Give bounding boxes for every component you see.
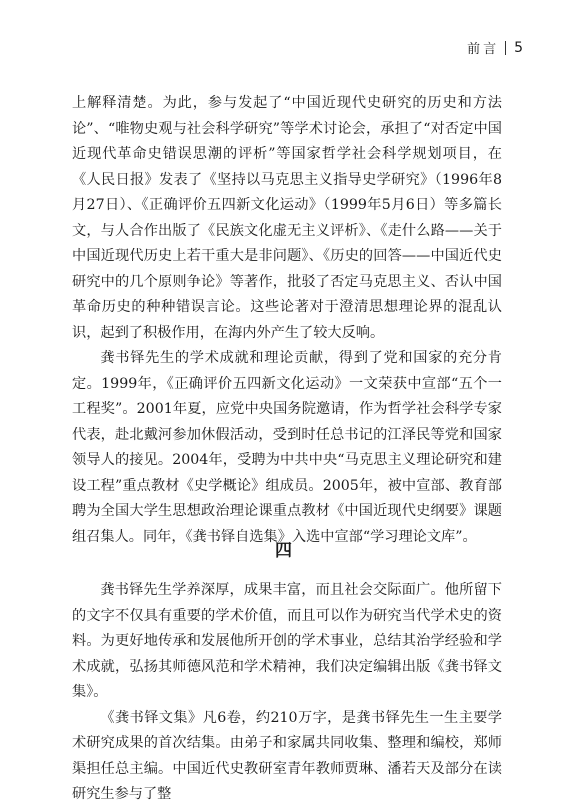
paragraph: 《龚书铎文集》凡6卷，约210万字，是龚书铎先生一生主要学术研究成果的首次结集。由弟子和家属共同收集、整理和编校，郑师渠担任总主编。中国近代史教研室青年教师贾琳、潘若天及部分在读研究生参与了整 xyxy=(72,709,502,802)
running-header xyxy=(467,38,523,57)
running-header-title: 前言 xyxy=(467,42,500,57)
section-heading: 四 xyxy=(275,541,292,561)
paragraph: 龚书铎先生学养深厚，成果丰富，而且社会交际面广。他所留下的文字不仅具有重要的学术价值，而且可以作为研究当代学术史的资料。为更好地传承和发展他所开创的学术事业，总结其治学经验和学术成就，弘扬其师德风范和学术精神，我们决定编辑出版《龚书铎文集》。 xyxy=(72,582,502,700)
paragraph-continued: 上解释清楚。为此，参与发起了“中国近现代史研究的历史和方法论”、“唯物史观与社会科学研究”等学术讨论会，承担了“对否定中国近现代革命史错误思潮的评析”等国家哲学社会科学规划项目，在《人民日报》发表了《坚持以马克思主义指导史学研究》（1996年8月27日）、《正确评价五四新文化运动》（1999年5月6日）等多篇长文，与人合作出版了《民族文化虚无主义评析》、《走什么路——关于中国近现代历史上若干重大是非问题》、《历史的回答——中国近代史研究中的几个原则争论》等著作，批驳了否定马克思主义、否认中国革命历史的种种错误言论。这些论著对于澄清思想理论界的混乱认识，起到了积极作用，在海内外产生了较大反响。 xyxy=(72,95,502,341)
page-number: 5 xyxy=(514,39,523,56)
paragraph: 龚书铎先生的学术成就和理论贡献，得到了党和国家的充分肯定。1999年，《正确评价五四新文化运动》一文荣获中宣部“五个一工程奖”。2001年夏，应党中央国务院邀请，作为哲学社会科学专家代表，赴北戴河参加休假活动，受到时任总书记的江泽民等党和国家领导人的接见。2004年，受聘为中共中央“马克思主义理论研究和建设工程”重点教材《史学概论》组成员。2005年，被中宣部、教育部聘为全国大学生思想政治理论课重点教材《中国近现代史纲要》课题组召集人。同年，《龚书铎自选集》入选中宣部“学习理论文库”。 xyxy=(72,350,502,545)
section-three-body xyxy=(72,91,502,550)
header-divider xyxy=(505,41,506,55)
section-four-body xyxy=(72,578,502,808)
